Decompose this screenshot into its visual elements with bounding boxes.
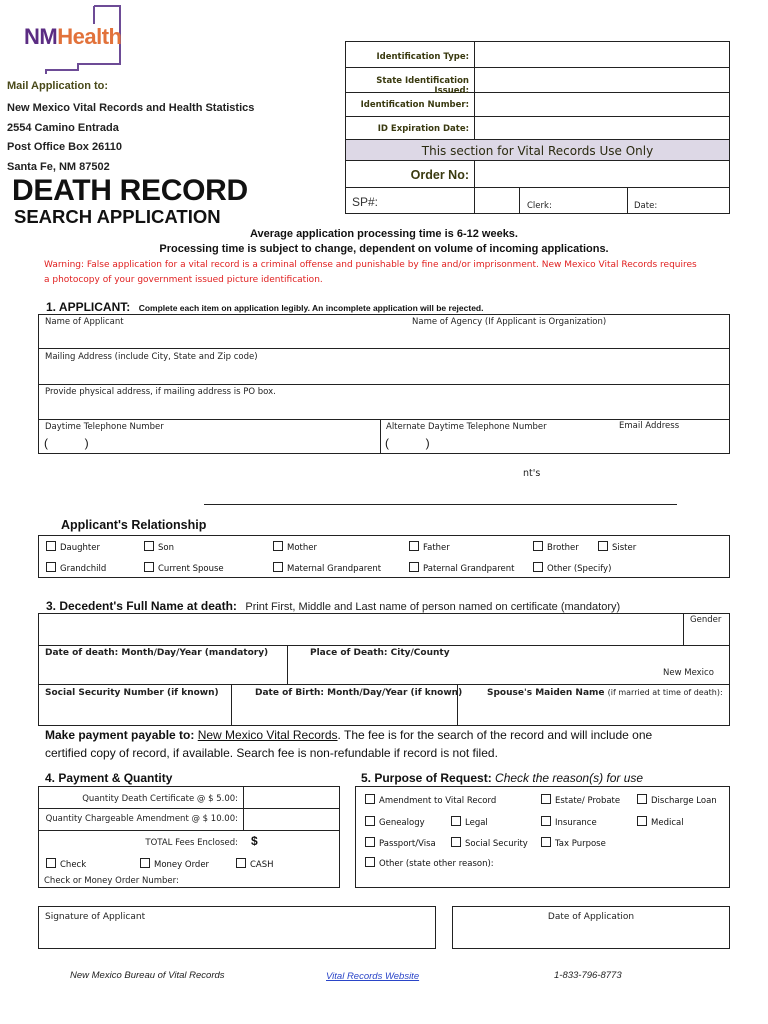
order-no-label: Order No: (410, 168, 469, 182)
dob-label: Date of Birth: Month/Day/Year (if known) (255, 688, 463, 698)
agency-name-label: Name of Agency (If Applicant is Organization) (412, 317, 607, 327)
date-of-death-label: Date of death: Month/Day/Year (mandatory) (45, 648, 269, 658)
applicant-heading: 1. APPLICANT: (46, 300, 131, 314)
decedent-heading: 3. Decedent's Full Name at death: (46, 599, 237, 613)
mail-line: New Mexico Vital Records and Health Statistics (7, 102, 255, 114)
id-expiration-label: ID Expiration Date: (377, 124, 469, 134)
applicant-name-label: Name of Applicant (45, 317, 124, 327)
id-type-field[interactable] (475, 42, 729, 66)
id-state-field[interactable] (475, 68, 729, 91)
id-number-field[interactable] (475, 93, 729, 115)
total-fees-label: TOTAL Fees Enclosed: (145, 838, 238, 848)
check-checkbox[interactable]: Check (46, 858, 86, 870)
sp-label: SP#: (352, 195, 379, 209)
stray-text: nt's (523, 468, 541, 479)
id-expiration-field[interactable] (475, 117, 729, 138)
maternal-grandparent-checkbox[interactable]: Maternal Grandparent (273, 562, 381, 574)
decedent-instruction: Print First, Middle and Last name of person named on certificate (mandatory) (245, 601, 621, 613)
new-mexico-label: New Mexico (663, 668, 714, 678)
spouse-maiden-label: Spouse's Maiden Name (if married at time of death): (487, 688, 723, 698)
alternate-phone-label: Alternate Daytime Telephone Number (386, 422, 547, 432)
date-of-application-label: Date of Application (547, 912, 635, 922)
payment-payee: New Mexico Vital Records (197, 728, 338, 742)
son-checkbox[interactable]: Son (144, 541, 174, 553)
daughter-checkbox[interactable]: Daughter (46, 541, 100, 553)
footer-phone: 1-833-796-8773 (554, 970, 622, 981)
id-number-label: Identification Number: (360, 100, 469, 110)
applicant-name-field[interactable] (39, 328, 729, 347)
insurance-checkbox[interactable]: Insurance (541, 816, 597, 828)
discharge-loan-checkbox[interactable]: Discharge Loan (637, 794, 717, 806)
payment-note-line-2: certified copy of record, if available. Search fee is non-refundable if record is not filed. (45, 746, 498, 760)
logo-health: Health (57, 24, 122, 49)
applicant-instruction: Complete each item on application legibly. An incomplete application will be rejected. (138, 303, 484, 313)
other-reason-checkbox[interactable]: Other (state other reason): (365, 857, 494, 869)
purpose-section-heading (361, 771, 643, 785)
qty-death-certificate-label: Quantity Death Certificate @ $ 5.00: (82, 794, 238, 804)
ssn-label: Social Security Number (if known) (45, 688, 219, 698)
current-spouse-checkbox[interactable]: Current Spouse (144, 562, 224, 574)
alternate-phone-field[interactable]: ( ) (385, 436, 430, 450)
processing-time-notice: Average application processing time is 6-12 weeks. (250, 228, 518, 240)
mail-address (7, 99, 254, 178)
use-only-text: This section for Vital Records Use Only (421, 144, 654, 158)
title-death-record: DEATH RECORD (12, 174, 248, 207)
logo-nm: NM (24, 24, 58, 49)
paternal-grandparent-checkbox[interactable]: Paternal Grandparent (409, 562, 514, 574)
tax-purpose-checkbox[interactable]: Tax Purpose (541, 837, 606, 849)
sister-checkbox[interactable]: Sister (598, 541, 636, 553)
social-security-checkbox[interactable]: Social Security (451, 837, 528, 849)
payment-note-prefix: Make payment payable to: (45, 728, 198, 742)
grandchild-checkbox[interactable]: Grandchild (46, 562, 106, 574)
money-order-checkbox[interactable]: Money Order (140, 858, 209, 870)
brother-checkbox[interactable]: Brother (533, 541, 579, 553)
signature-label: Signature of Applicant (45, 912, 146, 922)
id-type-label: Identification Type: (376, 52, 469, 62)
father-checkbox[interactable]: Father (409, 541, 450, 553)
medical-checkbox[interactable]: Medical (637, 816, 684, 828)
warning-line-1: Warning: False application for a vital record is a criminal offense and punishable by fine and/or imprisonment. New Mexico Vital Records requires (44, 260, 697, 270)
decedent-name-field[interactable] (39, 614, 682, 644)
mother-checkbox[interactable]: Mother (273, 541, 317, 553)
purpose-heading: 5. Purpose of Request: (361, 771, 492, 785)
legal-checkbox[interactable]: Legal (451, 816, 488, 828)
date-label: Date: (634, 201, 658, 211)
warning-line-2: a photocopy of your government issued picture identification. (44, 275, 323, 285)
daytime-phone-label: Daytime Telephone Number (45, 422, 164, 432)
gender-label: Gender (690, 615, 722, 625)
id-state-label: State Identification Issued: (376, 76, 469, 96)
payment-note (45, 728, 652, 742)
amendment-checkbox[interactable]: Amendment to Vital Record (365, 794, 496, 806)
signature-rule (204, 504, 677, 505)
mail-heading: Mail Application to: (7, 80, 109, 92)
footer-website-link[interactable]: Vital Records Website (326, 971, 420, 982)
genealogy-checkbox[interactable]: Genealogy (365, 816, 425, 828)
clerk-label: Clerk: (527, 201, 552, 211)
passport-visa-checkbox[interactable]: Passport/Visa (365, 837, 436, 849)
processing-change-notice: Processing time is subject to change, dependent on volume of incoming applications. (159, 243, 609, 255)
mail-line: Post Office Box 26110 (7, 141, 122, 154)
qty-amendment-field[interactable] (244, 809, 339, 829)
physical-address-label: Provide physical address, if mailing address is PO box. (45, 387, 276, 397)
qty-death-certificate-field[interactable] (244, 787, 339, 807)
mailing-address-field[interactable] (39, 363, 729, 383)
payment-heading: 4. Payment & Quantity (45, 771, 173, 785)
order-no-field[interactable] (475, 161, 729, 186)
physical-address-field[interactable] (39, 398, 729, 418)
footer-bureau: New Mexico Bureau of Vital Records (70, 970, 225, 981)
mail-line: 2554 Camino Entrada (7, 121, 119, 134)
daytime-phone-field[interactable]: ( ) (44, 436, 89, 450)
other-specify-checkbox[interactable]: Other (Specify) (533, 562, 611, 574)
estate-probate-checkbox[interactable]: Estate/ Probate (541, 794, 620, 806)
payment-note-rest: . The fee is for the search of the record and will include one (337, 728, 653, 742)
cash-checkbox[interactable]: CASH (236, 858, 274, 870)
mailing-address-label: Mailing Address (include City, State and Zip code) (45, 352, 258, 362)
email-label: Email Address (619, 421, 680, 431)
mail-line: Santa Fe, NM 87502 (7, 161, 110, 174)
qty-amendment-label: Quantity Chargeable Amendment @ $ 10.00: (45, 814, 238, 824)
check-number-label: Check or Money Order Number: (44, 876, 179, 886)
place-of-death-label: Place of Death: City/County (310, 648, 450, 658)
total-fees-dollar: $ (251, 834, 258, 848)
nmhealth-logo (24, 4, 154, 74)
title-search-application: SEARCH APPLICATION (14, 206, 221, 227)
purpose-heading-italic: Check the reason(s) for use (491, 771, 644, 785)
relationship-heading: Applicant's Relationship (61, 518, 207, 532)
